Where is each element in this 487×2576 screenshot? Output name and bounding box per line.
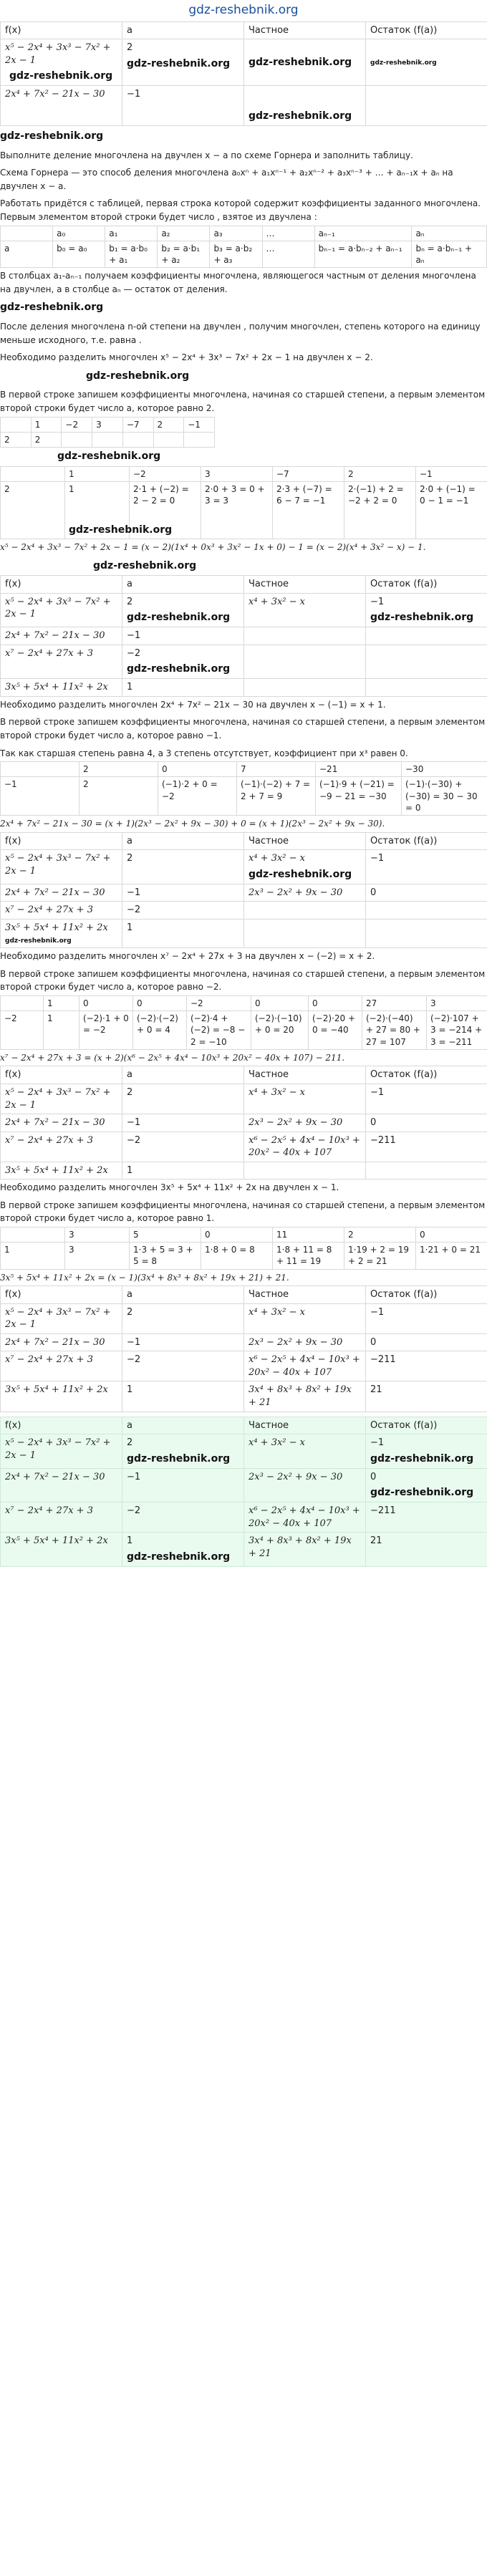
cell: −2 bbox=[122, 1502, 244, 1532]
paragraph: Необходимо разделить многочлен x⁵ − 2x⁴ + 3x³ − 7x² + 2x − 1 на двучлен x − 2. bbox=[0, 349, 487, 366]
h-cell: 3 bbox=[427, 996, 487, 1011]
cell: x⁶ − 2x⁵ + 4x⁴ − 10x³ + 20x² − 40x + 107 bbox=[244, 1351, 366, 1381]
cell: 1 bbox=[122, 1162, 244, 1180]
h-cell: 2·0 + (−1) = 0 − 1 = −1 bbox=[416, 481, 487, 539]
h-cell: 0 bbox=[309, 996, 362, 1011]
header-remainder: Остаток (f(a)) bbox=[366, 576, 487, 594]
cell: 2x³ − 2x² + 9x − 30 bbox=[244, 1333, 366, 1351]
cell: 2x⁴ + 7x² − 21x − 30 bbox=[1, 86, 122, 126]
cell: gdz-reshebnik.org bbox=[244, 39, 366, 86]
hg-cell: b₃ = a·b₂ + a₃ bbox=[210, 241, 262, 267]
h-cell bbox=[1, 996, 44, 1011]
paragraph: В первой строке запишем коэффициенты многочлена, начиная со старшей степени, а первым элементом второй строки будет число a, которое равно 1. bbox=[0, 1197, 487, 1227]
paragraph: В первой строке запишем коэффициенты многочлена, начиная со старшей степени, а первым элементом второй строки будет число a, которое равно −2. bbox=[0, 966, 487, 995]
cell: x⁴ + 3x² − x bbox=[244, 1084, 366, 1114]
cell: −1 bbox=[366, 1303, 487, 1333]
header-a: a bbox=[122, 1286, 244, 1304]
h-cell bbox=[1, 1227, 65, 1243]
cell: x⁵ − 2x⁴ + 3x³ − 7x² + 2x − 1 bbox=[1, 850, 122, 884]
cell: 2 bbox=[122, 1303, 244, 1333]
header-remainder: Остаток (f(a)) bbox=[366, 1066, 487, 1084]
cell bbox=[244, 1162, 366, 1180]
hg-cell: a₁ bbox=[105, 226, 158, 241]
cell: x⁶ − 2x⁵ + 4x⁴ − 10x³ + 20x² − 40x + 107 bbox=[244, 1502, 366, 1532]
hg-cell: a bbox=[1, 241, 53, 267]
explanation-4 bbox=[0, 948, 487, 995]
h-cell: 1 bbox=[31, 417, 62, 432]
result-4: 3x⁵ + 5x⁴ + 11x² + 2x = (x − 1)(3x⁴ + 8x³ + 8x² + 19x + 21) + 21. bbox=[0, 1270, 487, 1286]
cell: x⁷ − 2x⁴ + 27x + 3 bbox=[1, 902, 122, 920]
cell: x⁵ − 2x⁴ + 3x³ − 7x² + 2x − 1 bbox=[1, 1303, 122, 1333]
cell: 2 gdz-reshebnik.org bbox=[122, 1434, 244, 1468]
h-cell: 7 bbox=[237, 762, 316, 777]
cell bbox=[244, 627, 366, 645]
cell: 3x⁵ + 5x⁴ + 11x² + 2x bbox=[1, 1533, 122, 1566]
cell: 1 bbox=[122, 919, 244, 948]
task-table-3 bbox=[0, 832, 487, 949]
paragraph: Необходимо разделить многочлен 3x⁵ + 5x⁴ + 11x² + 2x на двучлен x − 1. bbox=[0, 1180, 487, 1196]
cell: x⁴ + 3x² − x bbox=[244, 1303, 366, 1333]
h-cell: 5 bbox=[130, 1227, 201, 1243]
header-a: a bbox=[122, 832, 244, 850]
h-cell: 2 bbox=[79, 762, 158, 777]
hg-cell: a₀ bbox=[53, 226, 105, 241]
hg-cell: a₃ bbox=[210, 226, 262, 241]
hg-cell: … bbox=[262, 241, 314, 267]
header-remainder: Остаток (f(a)) bbox=[366, 21, 487, 39]
h-cell bbox=[122, 432, 153, 447]
cell: 1 gdz-reshebnik.org bbox=[122, 1533, 244, 1566]
cell bbox=[366, 679, 487, 697]
header-a: a bbox=[122, 21, 244, 39]
h-cell: (−2)·20 + 0 = −40 bbox=[309, 1011, 362, 1050]
cell: −211 bbox=[366, 1132, 487, 1162]
cell: −211 bbox=[366, 1351, 487, 1381]
cell: 3x⁵ + 5x⁴ + 11x² + 2x bbox=[1, 679, 122, 697]
h-cell: −2 bbox=[62, 417, 92, 432]
hg-cell: bₙ₋₁ = a·bₙ₋₂ + aₙ₋₁ bbox=[314, 241, 412, 267]
cell: −1 bbox=[122, 627, 244, 645]
h-cell: 3 bbox=[65, 1243, 130, 1269]
header-fx: f(x) bbox=[1, 832, 122, 850]
header-fx: f(x) bbox=[1, 1286, 122, 1304]
h-cell: −7 bbox=[122, 417, 153, 432]
header-remainder: Остаток (f(a)) bbox=[366, 1286, 487, 1304]
cell: x⁴ + 3x² − x bbox=[244, 593, 366, 627]
cell: 2x⁴ + 7x² − 21x − 30 bbox=[1, 1114, 122, 1132]
cell: 2x⁴ + 7x² − 21x − 30 bbox=[1, 1333, 122, 1351]
header-quotient: Частное bbox=[244, 832, 366, 850]
hg-cell: a₂ bbox=[158, 226, 210, 241]
horner-4 bbox=[0, 1227, 487, 1270]
h-cell: 0 bbox=[201, 1227, 273, 1243]
cell: 2x³ − 2x² + 9x − 30 bbox=[244, 1114, 366, 1132]
cell: −1 bbox=[122, 86, 244, 126]
task-table-5 bbox=[0, 1285, 487, 1412]
h-cell: −1 bbox=[184, 417, 215, 432]
h-cell: −2 bbox=[130, 466, 201, 481]
h-cell: −21 bbox=[316, 762, 402, 777]
cell: x⁷ − 2x⁴ + 27x + 3 bbox=[1, 1351, 122, 1381]
header-fx: f(x) bbox=[1, 1066, 122, 1084]
header-a: a bbox=[122, 1066, 244, 1084]
cell: −1 bbox=[122, 1333, 244, 1351]
header-quotient: Частное bbox=[244, 1286, 366, 1304]
paragraph: В первой строке запишем коэффициенты многочлена, начиная со старшей степени, а первым элементом второй строки будет число a, которое равно 2. bbox=[0, 387, 487, 416]
cell: 2x⁴ + 7x² − 21x − 30 bbox=[1, 627, 122, 645]
cell: x⁵ − 2x⁴ + 3x³ − 7x² + 2x − 1 bbox=[1, 1084, 122, 1114]
cell: 1 bbox=[122, 679, 244, 697]
cell: x⁷ − 2x⁴ + 27x + 3 bbox=[1, 645, 122, 678]
cell bbox=[244, 902, 366, 920]
h-cell: −2 bbox=[1, 1011, 44, 1050]
h-cell: 1 bbox=[44, 1011, 79, 1050]
h-cell: −1 bbox=[1, 777, 79, 816]
cell: 1 bbox=[122, 1381, 244, 1412]
wm-line: gdz-reshebnik.org bbox=[0, 367, 487, 386]
h-cell: 1 bbox=[1, 1243, 65, 1269]
cell bbox=[244, 645, 366, 678]
h-cell: −7 bbox=[273, 466, 344, 481]
h-cell: 3 bbox=[92, 417, 123, 432]
h-cell: 1 bbox=[65, 466, 130, 481]
header-quotient: Частное bbox=[244, 576, 366, 594]
horner-3 bbox=[0, 995, 487, 1050]
h-cell: 1·21 + 0 = 21 bbox=[416, 1243, 487, 1269]
cell: x⁵ − 2x⁴ + 3x³ − 7x² + 2x − 1 gdz-reshebnik.org bbox=[1, 39, 122, 86]
paragraph: Работать придётся с таблицей, первая строка которой содержит коэффициенты заданного многочлена. Первым элементом второй строки будет число , взятое из двучлена : bbox=[0, 196, 487, 225]
cell: 3x⁵ + 5x⁴ + 11x² + 2x bbox=[1, 1162, 122, 1180]
header-a: a bbox=[122, 576, 244, 594]
h-cell: 2 bbox=[153, 417, 184, 432]
header-remainder: Остаток (f(a)) bbox=[366, 832, 487, 850]
h-cell: (−1)·9 + (−21) = −9 − 21 = −30 bbox=[316, 777, 402, 816]
header-fx: f(x) bbox=[1, 1417, 122, 1434]
hg-cell bbox=[1, 226, 53, 241]
h-cell: (−1)·(−2) + 7 = 2 + 7 = 9 bbox=[237, 777, 316, 816]
h-cell bbox=[92, 432, 123, 447]
cell bbox=[366, 902, 487, 920]
cell bbox=[366, 86, 487, 126]
h-cell: 2 bbox=[344, 466, 416, 481]
h-cell: 1·19 + 2 = 19 + 2 = 21 bbox=[344, 1243, 416, 1269]
hg-cell: aₙ₋₁ bbox=[314, 226, 412, 241]
explanation-2 bbox=[0, 268, 487, 417]
cell: −1 bbox=[122, 1114, 244, 1132]
hg-cell: b₂ = a·b₁ + a₂ bbox=[158, 241, 210, 267]
header-fx: f(x) bbox=[1, 576, 122, 594]
paragraph: В первой строке запишем коэффициенты многочлена, начиная со старшей степени, а первым элементом второй строки будет число a, которое равно −1. bbox=[0, 714, 487, 743]
task-table-4 bbox=[0, 1066, 487, 1180]
h-cell: −1 bbox=[416, 466, 487, 481]
explanation-3 bbox=[0, 697, 487, 761]
horner-general-table bbox=[0, 226, 487, 269]
h-cell bbox=[153, 432, 184, 447]
cell: x⁵ − 2x⁴ + 3x³ − 7x² + 2x − 1 bbox=[1, 1434, 122, 1468]
h-cell: −30 bbox=[402, 762, 487, 777]
h-cell: 2·3 + (−7) = 6 − 7 = −1 bbox=[273, 481, 344, 539]
cell: 2 bbox=[122, 850, 244, 884]
cell bbox=[366, 1162, 487, 1180]
horner-2 bbox=[0, 761, 487, 816]
task-table-initial bbox=[0, 21, 487, 126]
header-quotient: Частное bbox=[244, 21, 366, 39]
task-table-2 bbox=[0, 575, 487, 697]
cell: 2x⁴ + 7x² − 21x − 30 bbox=[1, 1468, 122, 1502]
cell: gdz-reshebnik.org bbox=[366, 39, 487, 86]
h-cell: 1·8 + 11 = 8 + 11 = 19 bbox=[273, 1243, 344, 1269]
h-cell: 0 bbox=[158, 762, 237, 777]
cell: 3x⁴ + 8x³ + 8x² + 19x + 21 bbox=[244, 1533, 366, 1566]
paragraph: Выполните деление многочлена на двучлен x − a по схеме Горнера и заполнить таблицу. bbox=[0, 148, 487, 164]
cell: 3x⁵ + 5x⁴ + 11x² + 2x bbox=[1, 1381, 122, 1412]
h-cell: (−1)·2 + 0 = −2 bbox=[158, 777, 237, 816]
horner-1-start bbox=[0, 417, 215, 448]
h-cell: 2·0 + 3 = 0 + 3 = 3 bbox=[201, 481, 273, 539]
h-cell: 2 bbox=[344, 1227, 416, 1243]
h-cell: 3 bbox=[65, 1227, 130, 1243]
cell bbox=[366, 627, 487, 645]
cell bbox=[244, 919, 366, 948]
h-cell bbox=[1, 762, 79, 777]
cell: −1 bbox=[122, 1468, 244, 1502]
cell: −2 gdz-reshebnik.org bbox=[122, 645, 244, 678]
cell: 0 bbox=[366, 884, 487, 902]
header-fx: f(x) bbox=[1, 21, 122, 39]
paragraph: В столбцах a₁-aₙ₋₁ получаем коэффициенты многочлена, являющегося частным от деления многочлена на двучлен, а в столбце aₙ — остаток от деления. bbox=[0, 268, 487, 297]
h-cell: 2 bbox=[1, 481, 65, 539]
h-cell: 1·3 + 5 = 3 + 5 = 8 bbox=[130, 1243, 201, 1269]
h-cell: 2 bbox=[79, 777, 158, 816]
cell: 2 gdz-reshebnik.org bbox=[122, 39, 244, 86]
cell: x⁶ − 2x⁵ + 4x⁴ − 10x³ + 20x² − 40x + 107 bbox=[244, 1132, 366, 1162]
result-3: x⁷ − 2x⁴ + 27x + 3 = (x + 2)(x⁶ − 2x⁵ + 4x⁴ − 10x³ + 20x² − 40x + 107) − 211. bbox=[0, 1050, 487, 1066]
cell bbox=[244, 679, 366, 697]
h-cell: 2·(−1) + 2 = −2 + 2 = 0 bbox=[344, 481, 416, 539]
paragraph: Схема Горнера — это способ деления многочлена a₀xⁿ + a₁xⁿ⁻¹ + a₂xⁿ⁻² + a₃xⁿ⁻³ + … + aₙ₋₁x + aₙ на двучлен x − a. bbox=[0, 165, 487, 194]
hg-cell: b₁ = a·b₀ + a₁ bbox=[105, 241, 158, 267]
cell: x⁴ + 3x² − x gdz-reshebnik.org bbox=[244, 850, 366, 884]
h-cell: 1 gdz-reshebnik.org bbox=[65, 481, 130, 539]
header-quotient: Частное bbox=[244, 1417, 366, 1434]
header-remainder: Остаток (f(a)) bbox=[366, 1417, 487, 1434]
horner-1-full bbox=[0, 466, 487, 539]
h-cell: 3 bbox=[201, 466, 273, 481]
cell: 2 gdz-reshebnik.org bbox=[122, 593, 244, 627]
h-cell: (−2)·(−40) + 27 = 80 + 27 = 107 bbox=[362, 1011, 427, 1050]
cell: x⁷ − 2x⁴ + 27x + 3 bbox=[1, 1502, 122, 1532]
cell: 0 bbox=[366, 1333, 487, 1351]
cell: x⁷ − 2x⁴ + 27x + 3 bbox=[1, 1132, 122, 1162]
h-cell: 0 bbox=[416, 1227, 487, 1243]
h-cell bbox=[1, 417, 32, 432]
cell: 3x⁵ + 5x⁴ + 11x² + 2x gdz-reshebnik.org bbox=[1, 919, 122, 948]
cell: 0 gdz-reshebnik.org bbox=[366, 1468, 487, 1502]
cell: −211 bbox=[366, 1502, 487, 1532]
cell: −1 gdz-reshebnik.org bbox=[366, 593, 487, 627]
h-cell bbox=[184, 432, 215, 447]
cell: 21 bbox=[366, 1381, 487, 1412]
cell: −1 bbox=[366, 850, 487, 884]
paragraph: Необходимо разделить многочлен 2x⁴ + 7x² − 21x − 30 на двучлен x − (−1) = x + 1. bbox=[0, 697, 487, 713]
cell: −2 bbox=[122, 902, 244, 920]
h-cell: 2·1 + (−2) = 2 − 2 = 0 bbox=[130, 481, 201, 539]
cell: 2x³ − 2x² + 9x − 30 bbox=[244, 1468, 366, 1502]
h-cell: (−2)·(−2) + 0 = 4 bbox=[133, 1011, 187, 1050]
cell: x⁵ − 2x⁴ + 3x³ − 7x² + 2x − 1 bbox=[1, 593, 122, 627]
h-cell bbox=[1, 466, 65, 481]
cell: −2 bbox=[122, 1132, 244, 1162]
h-cell: −2 bbox=[187, 996, 251, 1011]
cell: 2 bbox=[122, 1084, 244, 1114]
cell: −2 bbox=[122, 1351, 244, 1381]
cell: 2x³ − 2x² + 9x − 30 bbox=[244, 884, 366, 902]
cell: −1 gdz-reshebnik.org bbox=[366, 1434, 487, 1468]
hg-cell: aₙ bbox=[412, 226, 487, 241]
cell bbox=[366, 645, 487, 678]
wm-line: gdz-reshebnik.org bbox=[0, 557, 487, 576]
h-cell bbox=[62, 432, 92, 447]
cell: −1 bbox=[122, 884, 244, 902]
h-cell: 0 bbox=[133, 996, 187, 1011]
h-cell: (−2)·4 + (−2) = −8 − 2 = −10 bbox=[187, 1011, 251, 1050]
cell: gdz-reshebnik.org bbox=[244, 86, 366, 126]
cell: −1 bbox=[366, 1084, 487, 1114]
h-cell: (−2)·(−10) + 0 = 20 bbox=[251, 1011, 309, 1050]
h-cell: 0 bbox=[251, 996, 309, 1011]
wm-line: gdz-reshebnik.org bbox=[0, 127, 487, 146]
hg-cell: … bbox=[262, 226, 314, 241]
paragraph: Необходимо разделить многочлен x⁷ − 2x⁴ + 27x + 3 на двучлен x − (−2) = x + 2. bbox=[0, 948, 487, 965]
final-answer-table bbox=[0, 1417, 487, 1567]
h-cell: 2 bbox=[31, 432, 62, 447]
explanation bbox=[0, 127, 487, 226]
wm-line: gdz-reshebnik.org bbox=[0, 448, 487, 466]
h-cell: 0 bbox=[79, 996, 133, 1011]
result-1: x⁵ − 2x⁴ + 3x³ − 7x² + 2x − 1 = (x − 2)(1x⁴ + 0x³ + 3x² − 1x + 0) − 1 = (x − 2)(x⁴ + 3x² − x) − 1. bbox=[0, 539, 487, 556]
h-cell: 27 bbox=[362, 996, 427, 1011]
h-cell: 11 bbox=[273, 1227, 344, 1243]
h-cell: 2 bbox=[1, 432, 32, 447]
h-cell: (−2)·1 + 0 = −2 bbox=[79, 1011, 133, 1050]
result-2: 2x⁴ + 7x² − 21x − 30 = (x + 1)(2x³ − 2x² + 9x − 30) + 0 = (x + 1)(2x³ − 2x² + 9x − 30). bbox=[0, 816, 487, 832]
wm-line: gdz-reshebnik.org bbox=[0, 299, 487, 317]
paragraph: Так как старшая степень равна 4, а 3 степень отсутствует, коэффициент при x³ равен 0. bbox=[0, 746, 487, 762]
header-a: a bbox=[122, 1417, 244, 1434]
cell: x⁴ + 3x² − x bbox=[244, 1434, 366, 1468]
h-cell: (−2)·107 + 3 = −214 + 3 = −211 bbox=[427, 1011, 487, 1050]
hg-cell: b₀ = a₀ bbox=[53, 241, 105, 267]
site-title[interactable]: gdz-reshebnik.org bbox=[0, 1, 487, 20]
hg-cell: bₙ = a·bₙ₋₁ + aₙ bbox=[412, 241, 487, 267]
cell: 21 bbox=[366, 1533, 487, 1566]
explanation-5 bbox=[0, 1180, 487, 1227]
h-cell: 1·8 + 0 = 8 bbox=[201, 1243, 273, 1269]
cell: 3x⁴ + 8x³ + 8x² + 19x + 21 bbox=[244, 1381, 366, 1412]
cell: 2x⁴ + 7x² − 21x − 30 bbox=[1, 884, 122, 902]
cell bbox=[366, 919, 487, 948]
cell: 0 bbox=[366, 1114, 487, 1132]
header-quotient: Частное bbox=[244, 1066, 366, 1084]
paragraph: После деления многочлена n-ой степени на двучлен , получим многочлен, степень которого на единицу меньше исходного, т.е. равна . bbox=[0, 319, 487, 348]
h-cell: (−1)·(−30) + (−30) = 30 − 30 = 0 bbox=[402, 777, 487, 816]
h-cell: 1 bbox=[44, 996, 79, 1011]
